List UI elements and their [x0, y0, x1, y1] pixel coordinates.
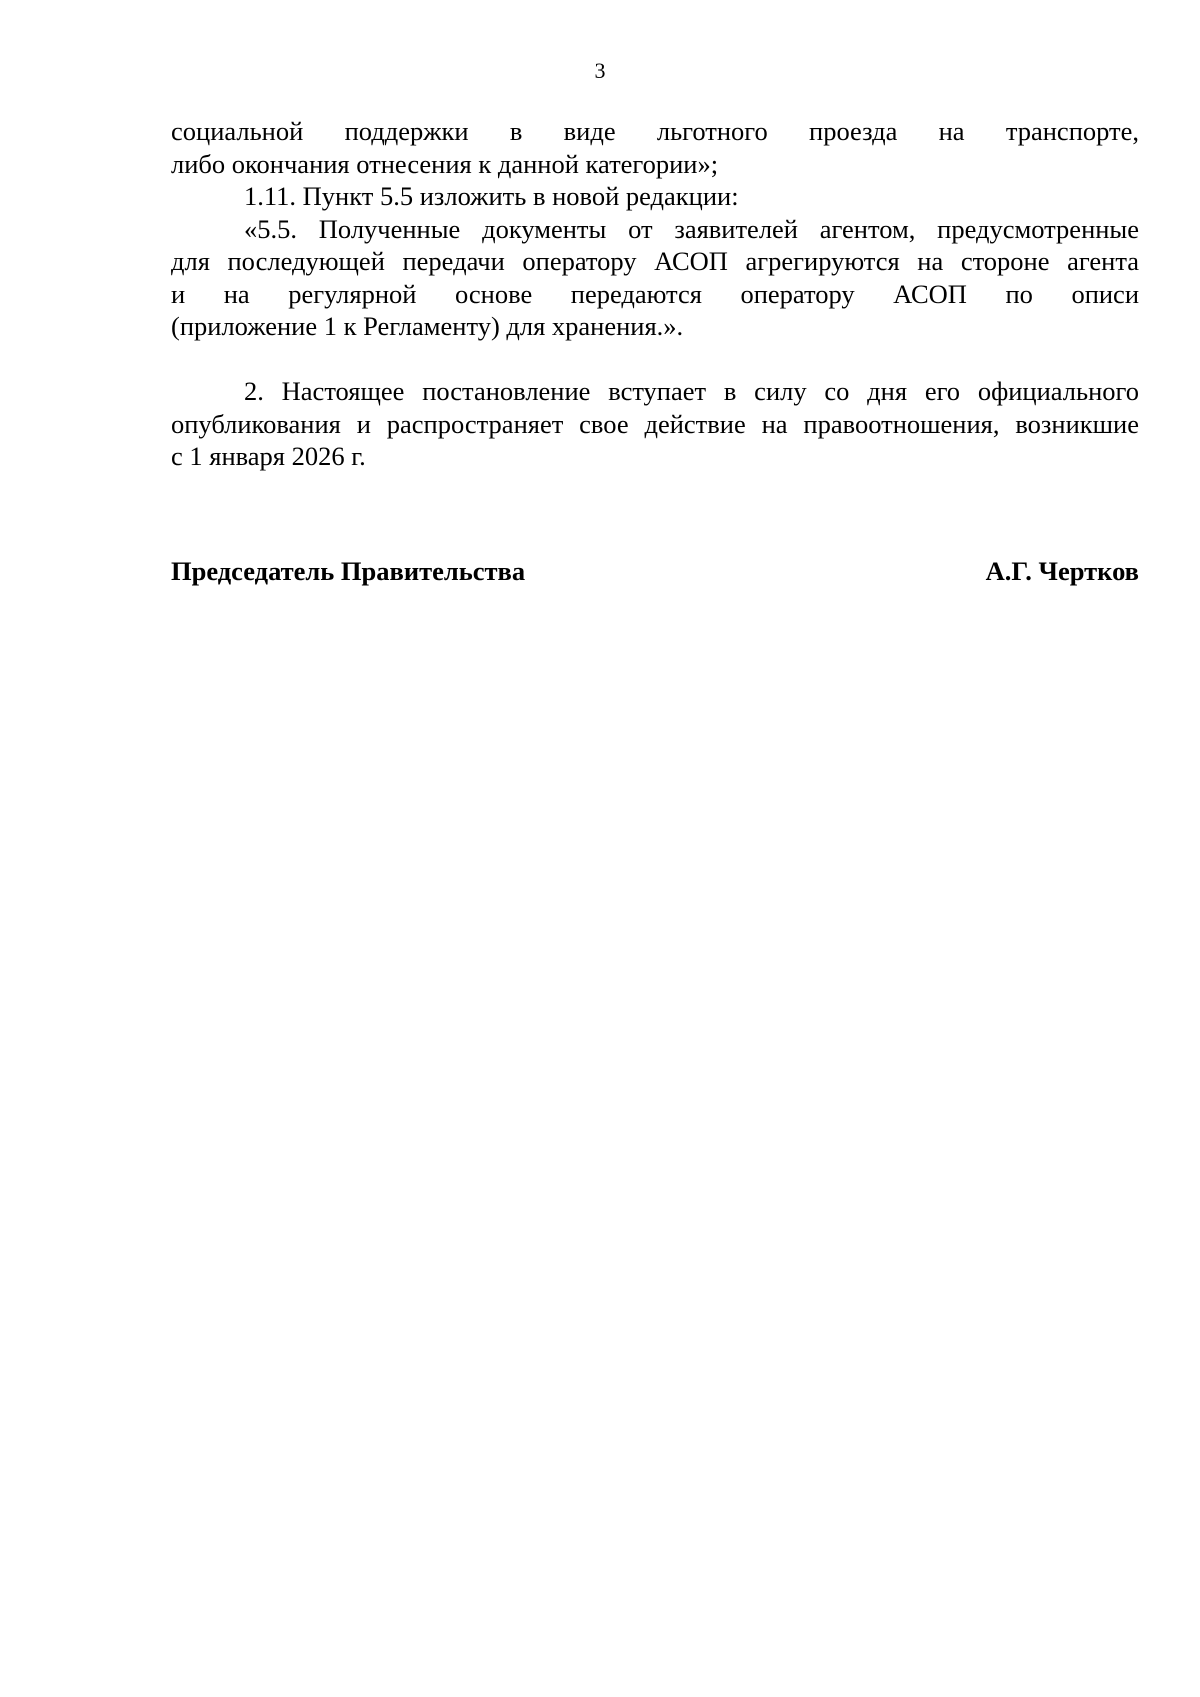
text-line: с 1 января 2026 г. — [171, 441, 366, 471]
signatory-name: А.Г. Чертков — [985, 556, 1139, 586]
text-line: либо окончания отнесения к данной категории»; — [171, 148, 719, 179]
text-line: социальной поддержки в виде льготного проезда на транспорте, — [171, 116, 1139, 146]
text-line: (приложение 1 к Регламенту) для хранения.». — [171, 311, 684, 341]
text-line: 2. Настоящее постановление вступает в силу со дня его официального — [244, 376, 1139, 406]
signatory-position: Председатель Правительства — [171, 556, 526, 586]
effective-date-clause — [171, 375, 1139, 473]
text-line: 1.11. Пункт 5.5 изложить в новой редакции: — [244, 181, 739, 211]
text-line: для последующей передачи оператору АСОП агрегируются на стороне агента — [171, 246, 1139, 276]
text-line: «5.5. Полученные документы от заявителей агентом, предусмотренные — [244, 213, 1139, 244]
text-line: и на регулярной основе передаются оператору АСОП по описи — [171, 278, 1139, 309]
amendment-text — [171, 115, 1139, 343]
page-number: 3 — [594, 58, 606, 83]
text-line: опубликования и распространяет свое действие на правоотношения, возникшие — [171, 408, 1139, 439]
